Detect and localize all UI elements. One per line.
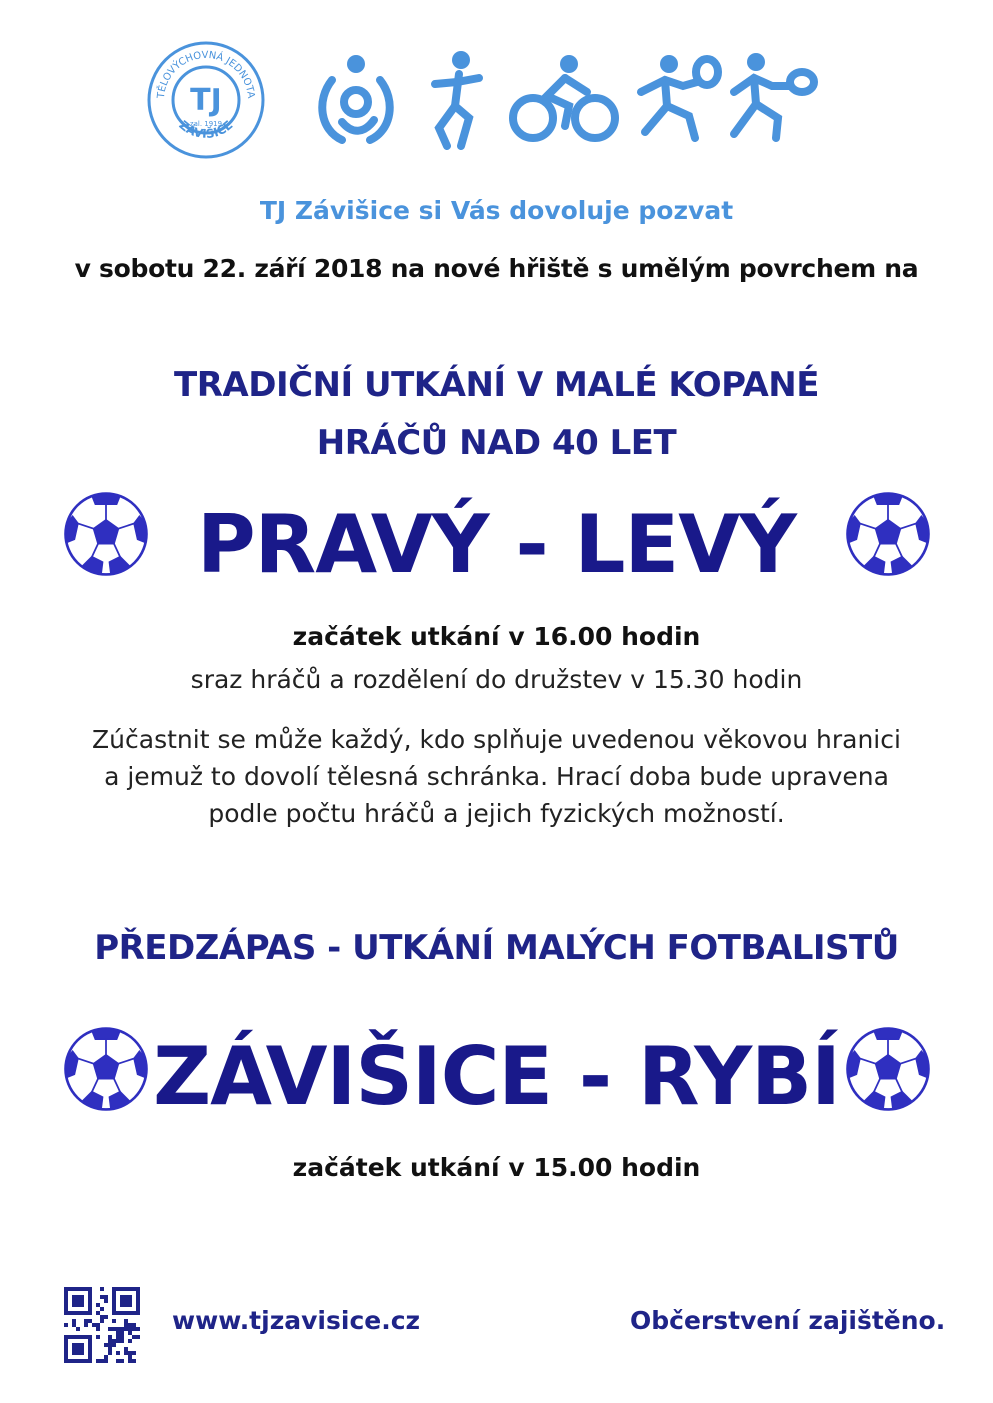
refreshments-note: Občerstvení zajištěno. [630,1306,946,1335]
match1-start: začátek utkání v 16.00 hodin [292,622,701,651]
match2-teams: ZÁVIŠICE - RYBÍ [153,1030,840,1123]
logo-town: ZÁVIŠICE [176,117,236,142]
cyclist-icon [507,52,619,144]
logo-founded: zal. 1919 [189,120,223,128]
family-icon [312,50,400,150]
match1-heading-line1: TRADIČNÍ UTKÁNÍ V MALÉ KOPANÉ [174,365,819,405]
match2-heading: PŘEDZÁPAS - UTKÁNÍ MALÝCH FOTBALISTŮ [94,928,899,968]
date-line: v sobotu 22. září 2018 na nové hřiště s umělým povrchem na [74,254,919,283]
gymnast-icon [425,48,495,152]
match1-note-line1: Zúčastnit se může každý, kdo splňuje uvedenou věkovou hranici [92,725,901,754]
logo-initials: TJ [190,83,222,118]
match1-note-line3: podle počtu hráčů a jejich fyzických možností. [208,799,785,828]
tennis-player-icon [625,52,725,142]
match1-note-line2: a jemuž to dovolí tělesná schránka. Hrací doba bude upravena [104,762,889,791]
match1-teams: PRAVÝ - LEVÝ [197,498,796,591]
badminton-player-icon [720,52,820,142]
match1-heading-line2: HRÁČŮ NAD 40 LET [316,423,677,463]
invite-line: TJ Závišice si Vás dovoluje pozvat [259,196,734,225]
match1-meetup: sraz hráčů a rozdělení do družstev v 15.30 hodin [190,665,803,694]
tj-logo [146,40,266,160]
logo-ring-text: TĚLOVÝCHOVNÁ JEDNOTA [155,49,257,99]
website-link[interactable]: www.tjzavisice.cz [172,1306,421,1335]
match2-start: začátek utkání v 15.00 hodin [292,1153,701,1182]
qr-code[interactable] [64,1287,140,1363]
